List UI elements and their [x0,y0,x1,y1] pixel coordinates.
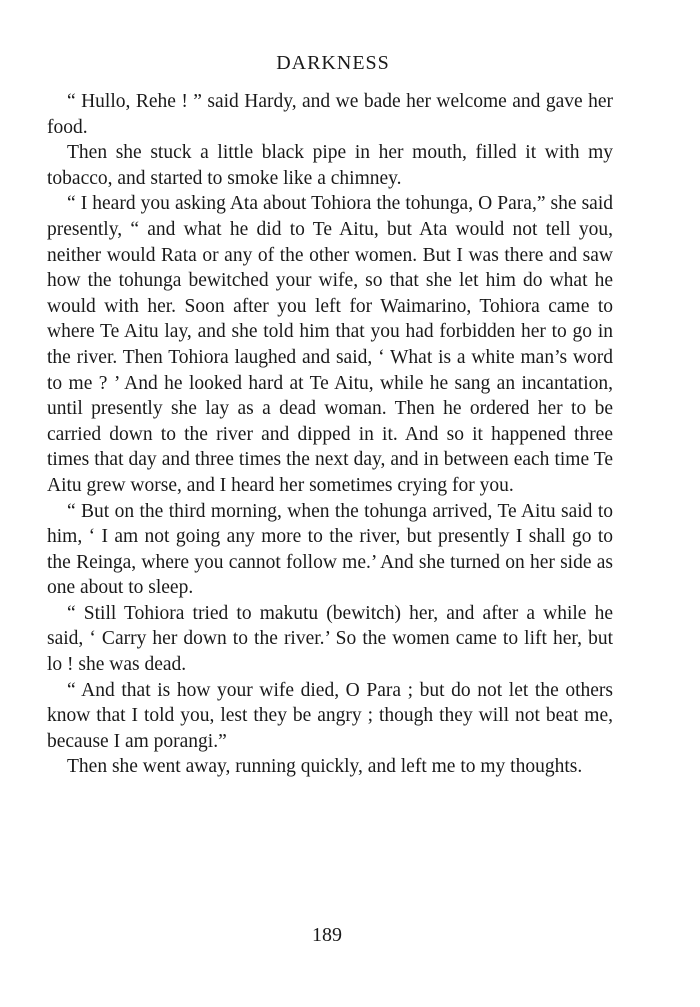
paragraph: “ But on the third morning, when the tohunga arrived, Te Aitu said to him, ‘ I am not going any more to the river, but presently I shall go to the Reinga, where you cannot follow me.’ And she turned on her side as one about to sleep. [47,500,613,599]
paragraph: “ Still Tohiora tried to makutu (bewitch) her, and after a while he said, ‘ Carry her down to the river.’ So the women came to lift her, but lo ! she was dead. [47,602,613,676]
paragraph: “ And that is how your wife died, O Para ; but do not let the others know that I told you, lest they be angry ; though they will not beat me, because I am porangi.” [47,679,613,752]
paragraph: “ I heard you asking Ata about Tohiora the tohunga, O Para,” she said presently, “ and what he did to Te Aitu, but Ata would not tell you, neither would Rata or any of the other women. But I was there and saw how the tohunga bewitched your wife, so that she let him do what he would with her. Soon after you left for Waimarino, Tohiora came to where Te Aitu lay, and she told him that you had forbidden her to go in the river. Then Tohiora laughed and said, ‘ What is a white man’s word to me ? ’ And he looked hard at Te Aitu, while he sang an incantation, until presently she lay as a dead woman. Then he ordered her to be carried down to the river and dipped in it. And so it happened three times that day and three times the next day, and in between each time Te Aitu grew worse, and I heard her sometimes crying for you. [47,193,613,496]
running-head: DARKNESS [276,52,390,74]
paragraph: Then she stuck a little black pipe in her mouth, filled it with my tobacco, and started to smoke like a chimney. [47,142,613,189]
body-text [47,89,613,780]
paragraph: Then she went away, running quickly, and left me to my thoughts. [67,756,583,778]
page-number: 189 [312,924,342,946]
paragraph: “ Hullo, Rehe ! ” said Hardy, and we bade her welcome and gave her food. [47,91,613,138]
